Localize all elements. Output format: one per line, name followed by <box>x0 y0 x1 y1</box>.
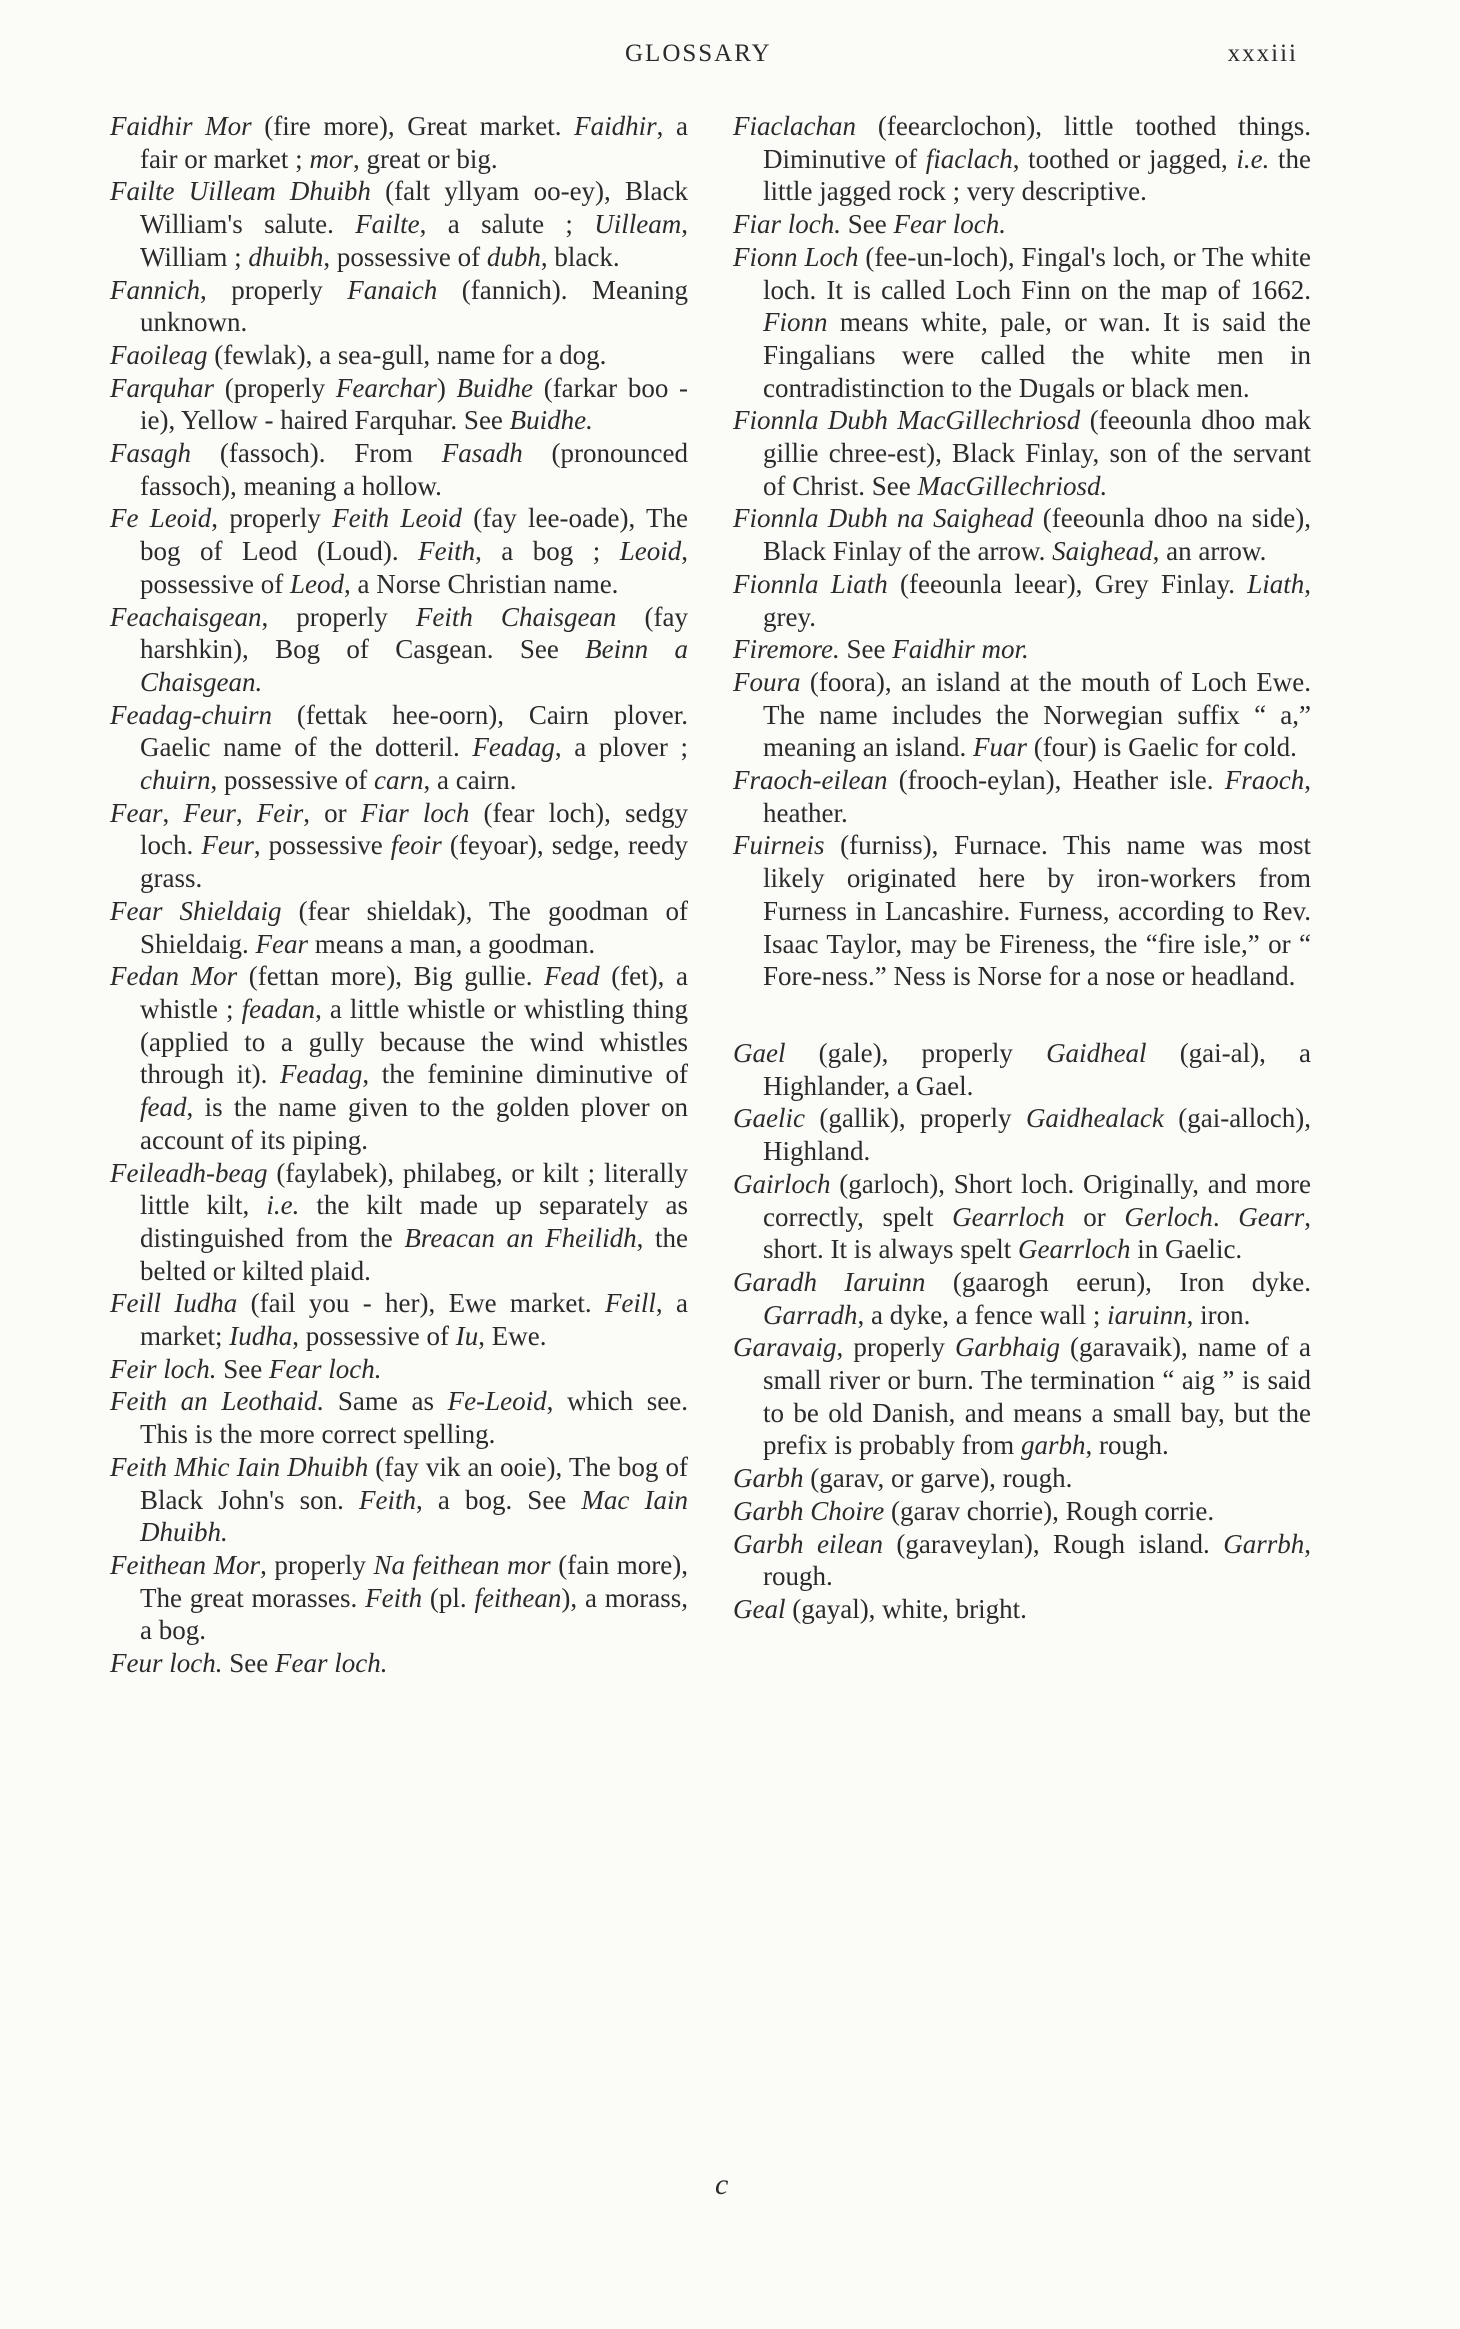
entry-text: (properly <box>214 372 336 403</box>
glossary-entry <box>110 274 688 339</box>
entry-term: Gearrloch <box>952 1201 1065 1232</box>
entry-text: (fettan more), Big gullie. <box>237 961 545 992</box>
entry-text: (gale), properly <box>785 1037 1047 1068</box>
entry-text: (fear shieldak), The goodman of Shieldaig. <box>140 895 688 959</box>
entry-term: Failte Uilleam Dhuibh <box>110 176 371 207</box>
glossary-entry <box>733 241 1311 405</box>
entry-text: (fail you - her), Ewe market. <box>237 1288 605 1319</box>
entry-text: the kilt made up separately as distinguished from the <box>140 1190 689 1253</box>
entry-term: Gaidhealack <box>1025 1103 1164 1134</box>
entry-term: Feadag <box>472 732 555 763</box>
entry-term: Fraoch-eilean <box>733 765 888 796</box>
entry-term: Garbhaig <box>954 1332 1060 1363</box>
entry-term: Feith <box>358 1484 416 1515</box>
entry-text: (feeounla dhoo na side), Black Finlay of the arrow. <box>763 503 1311 567</box>
entry-term: Liath <box>1247 568 1305 599</box>
entry-text: , possessive <box>253 830 391 861</box>
entry-term: Failte <box>355 209 420 240</box>
entry-term: Feur <box>201 830 254 861</box>
glossary-entry <box>110 699 688 797</box>
entry-term: mor <box>309 143 353 174</box>
glossary-entry <box>733 404 1311 502</box>
entry-text: , properly <box>211 503 333 534</box>
entry-term: Fiar loch. <box>733 209 841 240</box>
glossary-entry <box>733 764 1311 829</box>
entry-text: , a market; <box>140 1288 688 1352</box>
entry-term: chuirn <box>140 765 211 796</box>
signature-mark: c <box>715 2168 729 2201</box>
entry-term: Feur <box>183 797 236 828</box>
entry-term: Fe Leoid <box>110 503 212 534</box>
entry-text: , the belted or kilted plaid. <box>140 1222 688 1286</box>
entry-text: , great or big. <box>352 143 498 174</box>
entry-term: Fanaich <box>347 274 438 305</box>
running-title: GLOSSARY <box>625 40 772 67</box>
entry-text: , a Norse Christian name. <box>344 568 619 599</box>
entry-text: , properly <box>261 601 416 632</box>
entry-text: (pronounced fassoch), meaning a hollow. <box>140 438 689 501</box>
entry-text: (fee-un-loch), Fingal's loch, or The white loch. It is called Loch Finn on the map of 1662. <box>763 241 1311 305</box>
entry-term: Garavaig <box>733 1332 837 1363</box>
entry-term: Fe-Leoid <box>447 1386 547 1417</box>
entry-term: Geal <box>733 1593 786 1624</box>
entry-term: Faoileag <box>110 339 208 370</box>
entry-text: (garav, or garve), rough. <box>803 1463 1073 1494</box>
glossary-entry <box>110 1353 688 1386</box>
glossary-entry <box>110 1287 688 1352</box>
entry-text: (fay vik an ooie), The bog of Black John's son. <box>140 1451 688 1515</box>
entry-text: , the feminine diminutive of <box>362 1059 688 1090</box>
glossary-entry <box>733 1266 1311 1331</box>
entry-term: Feith Mhic Iain Dhuibh <box>110 1451 369 1482</box>
glossary-entry <box>733 1102 1311 1167</box>
entry-text: (four) is Gaelic for cold. <box>1026 732 1297 763</box>
glossary-entry <box>733 1495 1311 1528</box>
entry-term: fead <box>140 1092 187 1123</box>
entry-term: Gael <box>733 1037 786 1068</box>
entry-term: Fannich <box>110 274 200 305</box>
entry-term: Gerloch <box>1124 1201 1213 1232</box>
entry-term: Fiar loch <box>360 797 470 828</box>
entry-term: Garadh Iaruinn <box>733 1266 926 1297</box>
entry-term: Leoid <box>619 536 682 567</box>
entry-term: feoir <box>390 830 442 861</box>
entry-text: (farkar boo - ie), Yellow - haired Farquhar. See <box>140 372 688 436</box>
entry-text: , or <box>303 797 361 828</box>
entry-text: , a bog ; <box>475 536 620 567</box>
entry-term: Foura <box>733 666 801 697</box>
entry-term: Feithean Mor <box>110 1549 261 1580</box>
entry-term: Fiaclachan <box>733 111 856 141</box>
entry-term: Uilleam <box>594 209 682 240</box>
entry-term: Gearrloch <box>1017 1234 1131 1265</box>
entry-term: dhuibh <box>248 241 324 272</box>
entry-text: , properly <box>836 1332 955 1363</box>
entry-text: (gaarogh eerun), Iron dyke. <box>925 1266 1311 1297</box>
entry-text: , is the name given to the golden plover on account of its piping. <box>140 1092 688 1155</box>
entry-text: , rough. <box>763 1528 1311 1592</box>
entry-term: Feith Chaisgean <box>415 601 617 632</box>
glossary-entry <box>110 797 688 895</box>
entry-term: MacGillechriosd. <box>917 470 1108 501</box>
entry-term: Feur loch. <box>110 1648 223 1679</box>
glossary-entry <box>733 110 1311 208</box>
entry-term: Fraoch <box>1224 765 1305 796</box>
entry-text: (fannich). Meaning unknown. <box>140 274 689 338</box>
entry-term: Mac Iain Dhuibh. <box>140 1484 689 1548</box>
entry-text: , <box>162 797 184 828</box>
glossary-entry <box>110 1549 688 1647</box>
entry-text: (fewlak), a sea-gull, name for a dog. <box>207 339 607 370</box>
entry-term: Fearchar <box>335 372 437 403</box>
entry-term: Fionnla Liath <box>733 568 888 599</box>
entry-term: Feachaisgean <box>110 601 262 632</box>
entry-text: (fet), a whistle ; <box>140 961 688 1024</box>
entry-text: , a fair or market ; <box>140 111 688 174</box>
glossary-entry <box>733 1528 1311 1593</box>
entry-text: (gayal), white, bright. <box>785 1593 1027 1624</box>
entry-term: Fear loch. <box>893 209 1006 240</box>
entry-term: feithean <box>474 1582 562 1613</box>
glossary-entry <box>110 895 688 960</box>
entry-text: , iron. <box>1186 1299 1251 1330</box>
entry-text: or <box>1064 1201 1125 1232</box>
entry-term: Fasadh <box>441 438 523 469</box>
glossary-entry <box>110 175 688 273</box>
entry-term: Fedan Mor <box>110 961 238 992</box>
entry-term: carn <box>374 765 424 796</box>
glossary-entry <box>110 502 688 600</box>
entry-term: Gaelic <box>733 1103 805 1134</box>
entry-term: Fead <box>544 961 600 992</box>
entry-text: See <box>222 1648 275 1679</box>
glossary-entry <box>110 960 688 1156</box>
glossary-entry <box>110 110 688 175</box>
entry-term: Faidhir <box>574 111 657 141</box>
glossary-column-right <box>733 110 1311 1626</box>
entry-text: (gai-alloch), Highland. <box>763 1103 1311 1167</box>
glossary-entry <box>733 1331 1311 1462</box>
entry-term: Feadag-chuirn <box>110 699 272 730</box>
glossary-entry <box>733 502 1311 567</box>
glossary-entry <box>733 1593 1311 1626</box>
entry-text: , possessive of <box>210 765 374 796</box>
entry-term: Fear loch. <box>274 1648 388 1679</box>
entry-term: Garbh Choire <box>733 1495 885 1526</box>
entry-term: garbh <box>1020 1430 1086 1461</box>
entry-term: fiaclach <box>925 143 1013 174</box>
entry-text: , a plover ; <box>554 732 688 763</box>
entry-term: Saighead <box>1052 536 1153 567</box>
entry-text: See <box>216 1353 269 1384</box>
entry-text: (feearclochon), little toothed things. Diminutive of <box>763 111 1311 174</box>
entry-term: Fear <box>255 928 308 959</box>
entry-text: See <box>841 209 894 240</box>
entry-text: (gallik), properly <box>804 1103 1026 1134</box>
entry-text: , toothed or jagged, <box>1012 143 1237 174</box>
entry-text: , heather. <box>763 765 1311 828</box>
entry-text: , possessive of <box>323 241 487 272</box>
glossary-entry <box>110 339 688 372</box>
glossary-entry <box>733 1462 1311 1495</box>
page-header <box>110 40 1298 80</box>
entry-text: Same as <box>324 1386 448 1417</box>
entry-text: See <box>839 634 893 665</box>
entry-term: Feill <box>604 1288 656 1319</box>
entry-text: , black. <box>540 241 620 272</box>
entry-term: Fear Shieldaig <box>110 895 282 926</box>
entry-term: Faidhir Mor <box>110 111 252 141</box>
entry-term: Buidhe. <box>509 405 593 436</box>
entry-text: (furniss), Furnace. This name was most likely originated here by iron-workers from Furness in Lancashire. Furness, according to Rev. Isaac Taylor, may be Fireness, the “fire isle,” or “ Fore-ness.” Ness is Norse for a nose or headland. <box>763 830 1311 992</box>
entry-text: means white, pale, or wan. It is said the Fingalians were called the white men in contradistinction to the Dugals or black men. <box>763 307 1311 403</box>
entry-text: in Gaelic. <box>1130 1234 1243 1265</box>
entry-text: , a salute ; <box>419 209 595 240</box>
glossary-entry <box>733 568 1311 633</box>
entry-term: Feir <box>256 797 304 828</box>
entry-text: ), a morass, a bog. <box>140 1582 688 1646</box>
entry-text: , a little whistle or whistling thing (applied to a gully because the wind whistles through it). <box>140 993 688 1090</box>
glossary-entry <box>733 208 1311 241</box>
entry-term: Iu <box>455 1321 479 1352</box>
page-number: xxxiii <box>1227 40 1298 67</box>
glossary-entry <box>110 1647 688 1680</box>
glossary-entry <box>733 666 1311 764</box>
entry-text: (fear loch), sedgy loch. <box>140 797 688 861</box>
entry-text: , properly <box>199 274 348 305</box>
entry-term: Feith <box>418 536 476 567</box>
entry-text: (falt yllyam oo-ey), Black William's salute. <box>140 176 689 240</box>
entry-text: , properly <box>260 1549 374 1580</box>
entry-term: Faidhir mor. <box>892 634 1029 665</box>
entry-text: (garav chorrie), Rough corrie. <box>884 1495 1215 1526</box>
entry-text: , which see. This is the more correct spelling. <box>140 1386 688 1450</box>
entry-term: iaruinn <box>1107 1299 1187 1330</box>
entry-text: (feeounla dhoo mak gillie chree-est), Black Finlay, son of the servant of Christ. See <box>763 405 1311 501</box>
entry-term: Fuirneis <box>733 830 825 861</box>
entry-text: . <box>1212 1201 1239 1232</box>
entry-text: , <box>235 797 257 828</box>
glossary-entry <box>110 601 688 699</box>
entry-text: (garavaik), name of a small river or burn. The termination “ aig ” is said to be old Danish, and means a small bay, but the prefix is probably from <box>763 1332 1312 1461</box>
entry-term: Beinn a Chaisgean. <box>140 634 688 697</box>
entry-text: , possessive of <box>140 536 688 599</box>
entry-text: ) <box>436 372 457 403</box>
entry-term: Feith an Leothaid. <box>110 1386 325 1417</box>
glossary-entry <box>110 437 688 502</box>
entry-term: Na feithean mor <box>373 1549 551 1580</box>
entry-text: , possessive of <box>292 1321 456 1352</box>
entry-text: , a bog. See <box>415 1484 582 1515</box>
entry-term: Fionnla Dubh MacGillechriosd <box>733 405 1081 436</box>
entry-text: (pl. <box>422 1582 475 1613</box>
glossary-column-left <box>110 110 688 1680</box>
entry-term: Buidhe <box>456 372 534 403</box>
entry-text: (gai-al), a Highlander, a Gael. <box>763 1037 1312 1101</box>
entry-term: Iudha <box>229 1321 293 1352</box>
entry-text: , Ewe. <box>478 1321 547 1352</box>
entry-text: (feyoar), sedge, reedy grass. <box>140 830 688 894</box>
entry-text: means a man, a goodman. <box>307 928 596 959</box>
entry-term: Fuar <box>972 732 1027 763</box>
entry-text: (fay harshkin), Bog of Casgean. See <box>140 601 688 665</box>
glossary-entry <box>733 1037 1311 1102</box>
entry-term: Fear <box>110 797 163 828</box>
entry-text: (fay lee-oade), The bog of Leod (Loud). <box>140 503 688 567</box>
glossary-entry <box>733 1168 1311 1266</box>
entry-term: Feadag <box>279 1059 363 1090</box>
entry-text: , a cairn. <box>423 765 517 796</box>
entry-term: Feir loch. <box>110 1353 217 1384</box>
entry-term: Garbh eilean <box>733 1528 883 1559</box>
entry-term: Fionn <box>763 307 828 338</box>
entry-text: , an arrow. <box>1152 536 1267 567</box>
entry-term: Feith Leoid <box>332 503 462 534</box>
glossary-entry <box>110 372 688 437</box>
entry-text: , rough. <box>1085 1430 1169 1461</box>
entry-text: , William ; <box>140 209 688 272</box>
entry-text: (fain more), The great morasses. <box>140 1549 689 1613</box>
entry-term: Fionn Loch <box>733 241 859 272</box>
entry-text: , grey. <box>763 568 1311 632</box>
entry-term: Fear loch. <box>268 1353 382 1384</box>
entry-text: (frooch-eylan), Heather isle. <box>887 765 1225 796</box>
glossary-entry <box>733 633 1311 666</box>
entry-term: dubh <box>486 241 541 272</box>
entry-term: Fasagh <box>110 438 191 469</box>
entry-text: (foora), an island at the mouth of Loch Ewe. The name includes the Norwegian suffix “ a,” meaning an island. <box>763 666 1311 763</box>
entry-term: Garradh <box>763 1299 858 1330</box>
entry-term: i.e. <box>1236 143 1270 174</box>
entry-text: (garloch), Short loch. Originally, and more correctly, spelt <box>763 1168 1311 1232</box>
entry-text: (feeounla leear), Grey Finlay. <box>887 568 1248 599</box>
entry-term: Feith <box>365 1582 423 1613</box>
entry-text: (fire more), Great market. <box>251 111 575 141</box>
entry-term: feadan <box>241 993 316 1024</box>
entry-term: Feill Iudha <box>110 1288 238 1319</box>
glossary-entry <box>110 1385 688 1450</box>
glossary-entry <box>733 829 1311 993</box>
entry-text: (faylabek), philabeg, or kilt ; literally little kilt, <box>140 1157 688 1221</box>
glossary-entry <box>110 1451 688 1549</box>
entry-text: (fettak hee-oorn), Cairn plover. Gaelic name of the dotteril. <box>140 699 688 763</box>
entry-term: Firemore. <box>733 634 840 665</box>
entry-text: , short. It is always spelt <box>763 1201 1311 1265</box>
entry-term: Garbh <box>733 1463 804 1494</box>
entry-term: Gearr <box>1238 1201 1305 1232</box>
entry-term: Feileadh-beag <box>110 1157 268 1188</box>
entry-term: Gairloch <box>733 1168 831 1199</box>
glossary-entry <box>110 1157 688 1288</box>
entry-text: , a dyke, a fence wall ; <box>857 1299 1108 1330</box>
entry-term: Gaidheal <box>1046 1037 1147 1068</box>
entry-term: Fionnla Dubh na Saighead <box>733 503 1034 534</box>
entry-text: the little jagged rock ; very descriptive. <box>763 143 1311 207</box>
entry-term: Breacan an Fheilidh <box>404 1222 637 1253</box>
entry-text: (garaveylan), Rough island. <box>882 1528 1224 1559</box>
entry-term: Farquhar <box>110 372 215 403</box>
entry-text: (fassoch). From <box>191 438 442 469</box>
entry-term: Leod <box>290 568 344 599</box>
entry-term: i.e. <box>266 1190 300 1221</box>
entry-term: Garrbh <box>1223 1528 1305 1559</box>
